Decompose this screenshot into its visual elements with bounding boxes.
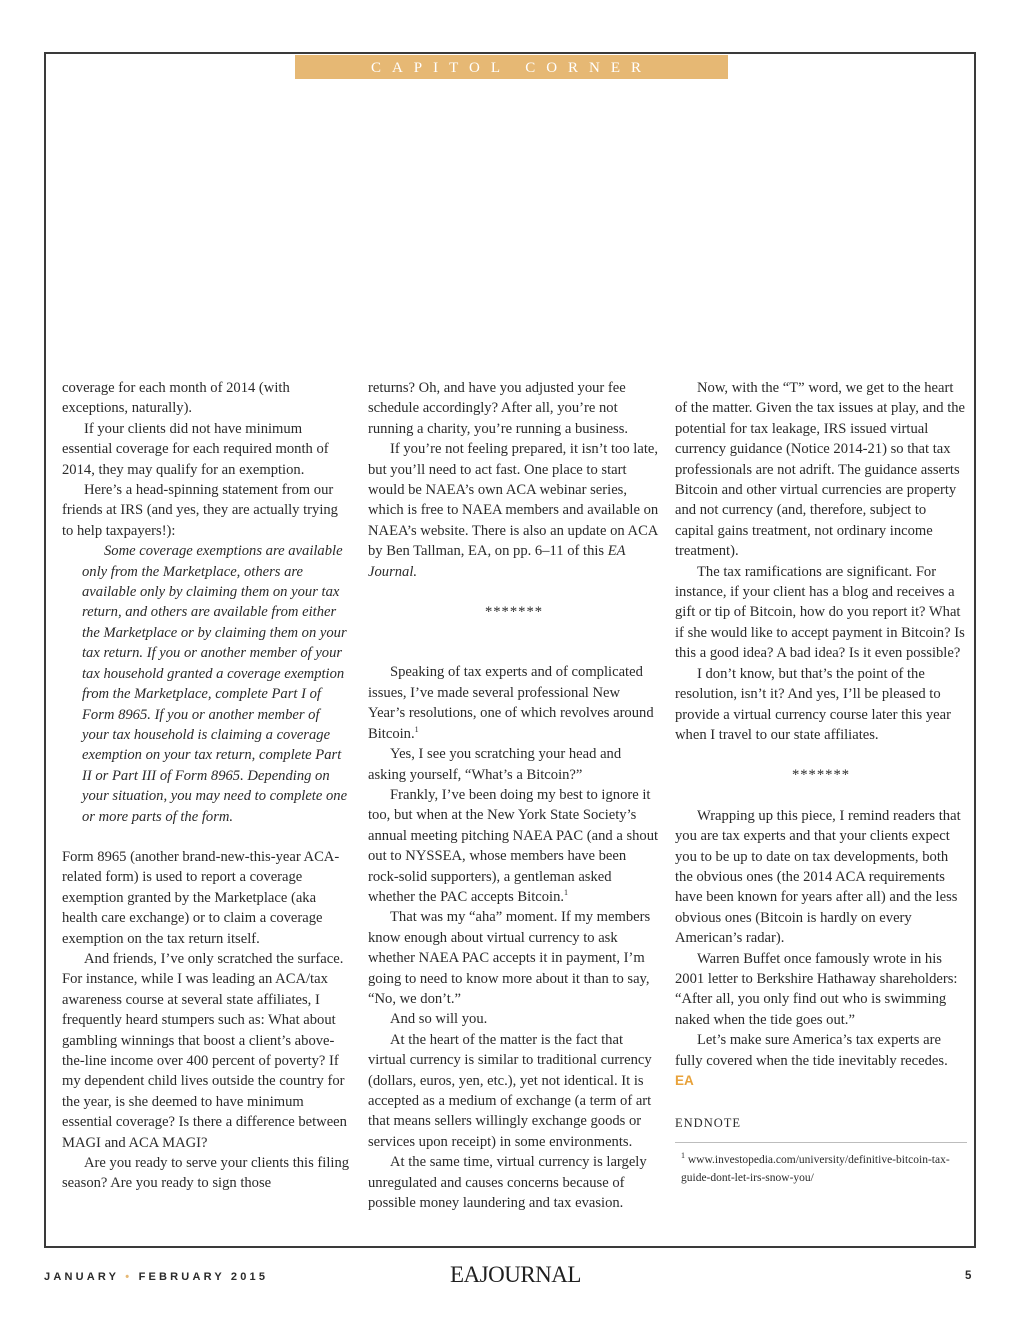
section-divider: *******: [484, 604, 544, 621]
paragraph: Yes, I see you scratching your head and asking yourself, “What’s a Bitcoin?”: [368, 746, 622, 783]
spacer: [675, 745, 967, 765]
paragraph: At the same time, virtual currency is largely unregulated and causes concerns because of possible money laundering and tax evasion.: [368, 1154, 647, 1212]
page-number: 5: [965, 1270, 972, 1282]
footnote-ref: 1: [564, 888, 569, 898]
section-divider: *******: [791, 767, 851, 784]
paragraph-text: Let’s make sure America’s tax experts are fully covered when the tide inevitably recedes.: [675, 1032, 948, 1069]
paragraph: returns? Oh, and have you adjusted your fee schedule accordingly? After all, you’re not running a charity, you’re running a business.: [368, 380, 629, 437]
paragraph: If your clients did not have minimum essential coverage for each required month of 2014, they may qualify for an exemption.: [62, 420, 329, 478]
journal-title: EA Journal.: [368, 543, 626, 580]
spacer: [62, 827, 352, 847]
paragraph: And so will you.: [390, 1011, 488, 1028]
paragraph: The tax ramifications are significant. For instance, if your client has a blog and receives a gift or tip of Bitcoin, how do you report it? What if she would like to accept payment in Bitcoin? Is this a good idea? A bad idea? Is it even possible?: [675, 563, 965, 662]
paragraph: [368, 662, 660, 744]
paragraph: [368, 785, 660, 907]
bullet-separator: •: [125, 1271, 133, 1283]
paragraph: And friends, I’ve only scratched the surface. For instance, while I was leading an ACA/tax awareness course at several state affiliates, I frequently heard stumpers such as: What about gambling winnings that boost a client’s above-the-line income over 400 percent of poverty? If my dependent child lives outside the country for the year, is she deemed to have minimum essential coverage? Is there a difference between MAGI and ACA MAGI?: [62, 950, 347, 1151]
endnote-heading: ENDNOTE: [675, 1113, 967, 1142]
journal-logo: EAJOURNAL: [450, 1262, 581, 1287]
paragraph: Are you ready to serve your clients this filing season? Are you ready to sign those: [62, 1155, 350, 1192]
issue-month-2: FEBRUARY 2015: [138, 1271, 269, 1283]
paragraph: Wrapping up this piece, I remind readers that you are tax experts and that your clients expect you to be up to date on tax developments, both the obvious ones (the 2014 ACA requirements have been known for years after all) and the less obvious ones (Bitcoin is hardly on every American’s radar).: [675, 807, 961, 947]
paragraph: At the heart of the matter is the fact that virtual currency is similar to traditional currency (dollars, euros, yen, etc.), yet not identical. It is accepted as a medium of exchange (a term of art that means sellers willingly exchange goods or services upon receipt) in some environments.: [368, 1031, 652, 1150]
paragraph: coverage for each month of 2014 (with exceptions, naturally).: [62, 380, 290, 417]
spacer: [368, 642, 660, 662]
paragraph-text: Speaking of tax experts and of complicated issues, I’ve made several professional New Year’s resolutions, one of which revolves around Bitcoin.: [368, 664, 654, 742]
paragraph: [675, 1030, 967, 1091]
endnote-number: 1: [681, 1150, 685, 1160]
paragraph-text: Frankly, I’ve been doing my best to ignore it too, but when at the New York State Society’s annual meeting pitching NAEA PAC (and a shout out to NYSSEA, whose members have been rock-solid supporters), a gentleman asked whether the PAC accepts Bitcoin.: [368, 786, 659, 905]
spacer: [675, 786, 967, 806]
endnote: [675, 1151, 967, 1187]
section-banner: CAPITOL CORNER: [295, 55, 728, 79]
column-3: [675, 378, 967, 1187]
column-1: [62, 378, 352, 1194]
spacer: [368, 582, 660, 602]
column-2: [368, 378, 660, 1213]
paragraph-text: If you’re not feeling prepared, it isn’t too late, but you’ll need to act fast. One place to start would be NAEA’s own ACA webinar series, which is free to NAEA members and available on NAEA’s website. There is also an update on ACA by Ben Tallman, EA, on pp. 6–11 of this: [368, 441, 659, 560]
end-mark: EA: [675, 1073, 694, 1088]
paragraph: Form 8965 (another brand-new-this-year ACA-related form) is used to report a coverage exemption granted by the Marketplace (aka health care exchange) or to claim a coverage exemption on the tax return itself.: [62, 848, 340, 947]
paragraph: I don’t know, but that’s the point of the resolution, isn’t it? And yes, I’ll be pleased to provide a virtual currency course later this year when I travel to our state affiliates.: [675, 665, 951, 743]
paragraph: That was my “aha” moment. If my members know enough about virtual currency to ask whether NAEA PAC accepts it in payment, I’m going to need to know more about it than to say, “No, we don’t.”: [368, 909, 651, 1007]
issue-month-1: JANUARY: [44, 1271, 119, 1283]
paragraph: [368, 439, 660, 582]
issue-date: [44, 1271, 268, 1283]
endnote-link[interactable]: www.investopedia.com/university/definitive-bitcoin-tax-guide-dont-let-irs-snow-you/: [681, 1153, 950, 1184]
paragraph: Now, with the “T” word, we get to the heart of the matter. Given the tax issues at play, and the potential for tax leakage, IRS issued virtual currency guidance (Notice 2014-21) so that tax professionals are not adrift. The guidance asserts Bitcoin and other virtual currencies are property and not currency (and, therefore, subject to capital gains treatment, not ordinary income treatment).: [675, 380, 966, 560]
paragraph: Here’s a head-spinning statement from our friends at IRS (and yes, they are actually trying to help taxpayers!):: [62, 482, 338, 539]
irs-quote: Some coverage exemptions are available only from the Marketplace, others are available only by claiming them on your tax return, and others are available from either the Marketplace or by claiming them on your tax return. If you or another member of your tax household granted a coverage exemption from the Marketplace, complete Part I of Form 8965. If you or another member of your tax household is claiming a coverage exemption on your tax return, complete Part II or Part III of Form 8965. Depending on your situation, you may need to complete one or more parts of the form.: [82, 543, 348, 825]
footnote-ref: 1: [414, 724, 419, 734]
spacer: [368, 622, 660, 642]
paragraph: Warren Buffet once famously wrote in his 2001 letter to Berkshire Hathaway shareholders: “After all, you only find out who is swimming naked when the tide goes out.”: [675, 950, 958, 1028]
